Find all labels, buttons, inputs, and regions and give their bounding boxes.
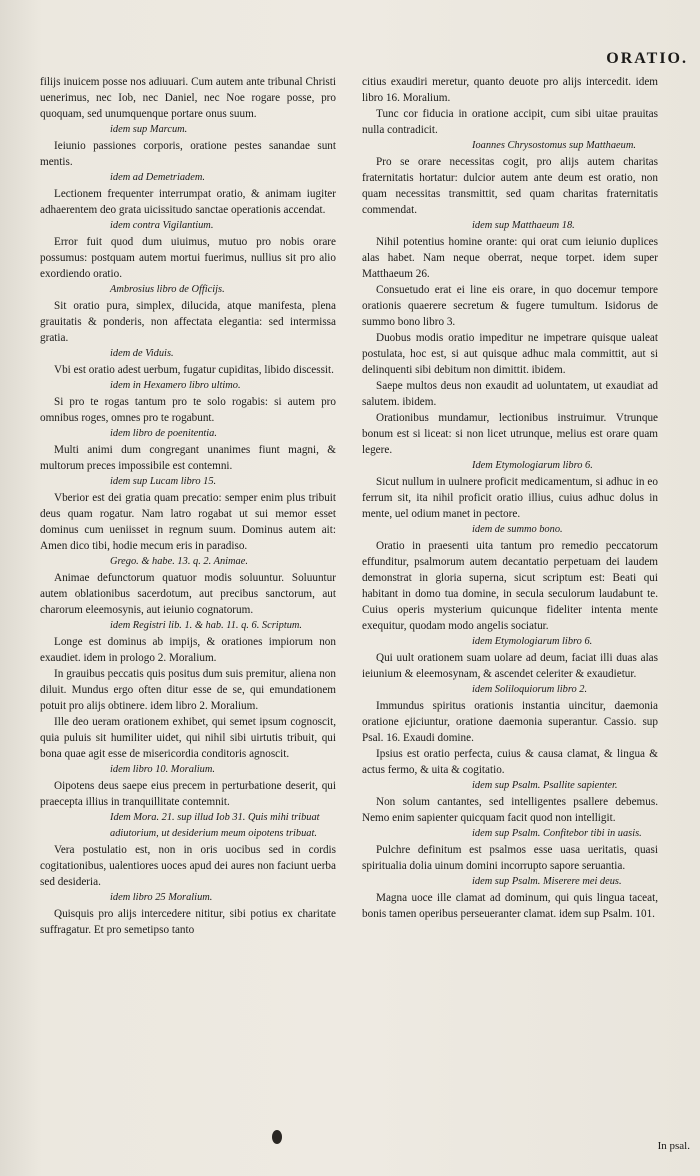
- text-paragraph: Multi animi dum congregant unanimes fiunt magni, & multorum preces impossibile est contemni.: [40, 444, 336, 472]
- citation-line: idem libro 25 Moralium.: [110, 892, 213, 903]
- text-paragraph: Pulchre definitum est psalmos esse uasa ueritatis, quasi spiritualia dolia uinum domini incorrupto sapore seruantia.: [362, 844, 658, 872]
- text-paragraph: Oratio in praesenti uita tantum pro remedio peccatorum effunditur, psalmorum autem decantatio perpetuam dei laudem demonstrat in gloria superna, sicut scriptum est: Beati qui habitant in domo tua domine, in secula seculorum laudabunt te. Cuius operis mysterium quicunque fideliter intenta mente exequitur, quodam modo angelis sociatur.: [362, 540, 658, 632]
- citation-line: idem Etymologiarum libro 6.: [472, 636, 593, 647]
- running-head: ORATIO.: [606, 50, 688, 67]
- citation-line: idem de summo bono.: [472, 524, 563, 535]
- citation-line: idem sup Psalm. Confitebor tibi in uasis.: [472, 828, 642, 839]
- text-paragraph: citius exaudiri meretur, quanto deuote pro alijs intercedit. idem libro 16. Moralium.: [362, 76, 658, 104]
- citation-line: idem sup Lucam libro 15.: [110, 476, 217, 487]
- citation-line: idem libro de poenitentia.: [110, 428, 217, 439]
- citation-line: idem contra Vigilantium.: [110, 220, 214, 231]
- text-paragraph: Vbi est oratio adest uerbum, fugatur cupiditas, libido discessit.: [54, 364, 334, 376]
- text-paragraph: Orationibus mundamur, lectionibus instruimur. Vtrunque bonum est si liceat: si non licet utrunque, melius est orare quam legere.: [362, 412, 658, 456]
- citation-line: idem sup Marcum.: [110, 124, 188, 135]
- citation-line: Ambrosius libro de Officijs.: [110, 284, 225, 295]
- citation-line: idem de Viduis.: [110, 348, 174, 359]
- citation-line: Grego. & habe. 13. q. 2. Animae.: [110, 556, 248, 567]
- text-paragraph: Quisquis pro alijs intercedere nititur, sibi potius ex charitate suffragatur. Et pro semetipso tanto: [40, 908, 336, 936]
- text-paragraph: Immundus spiritus orationis instantia uincitur, daemonia oratione ejiciuntur, oratione daemonia superantur. Cassio. sup Psal. 16. Exaudi domine.: [362, 700, 658, 744]
- catchword: In psal.: [657, 1140, 690, 1152]
- citation-line: Ioannes Chrysostomus sup Matthaeum.: [472, 140, 636, 151]
- citation-line: idem sup Matthaeum 18.: [472, 220, 575, 231]
- citation-line: Idem Mora. 21. sup illud Iob 31. Quis mihi tribuat adiutorium, ut desiderium meum oipotens tribuat.: [110, 812, 320, 839]
- citation-line: idem in Hexamero libro ultimo.: [110, 380, 241, 391]
- citation-line: idem sup Psalm. Psallite sapienter.: [472, 780, 618, 791]
- text-paragraph: Vberior est dei gratia quam precatio: semper enim plus tribuit deus quam rogatur. Nam latro rogabat ut sui memor esset dominus cum ueniisset in regnum suum. Dominus autem ait: Amen dico tibi, hodie mecum eris in paradiso.: [40, 492, 336, 552]
- text-paragraph: Saepe multos deus non exaudit ad uoluntatem, ut exaudiat ad salutem. ibidem.: [362, 380, 658, 408]
- citation-line: idem ad Demetriadem.: [110, 172, 205, 183]
- citation-line: Idem Etymologiarum libro 6.: [472, 460, 593, 471]
- citation-line: idem libro 10. Moralium.: [110, 764, 215, 775]
- ink-blot-mark: [272, 1130, 282, 1144]
- text-paragraph: Vera postulatio est, non in oris uocibus sed in cordis cogitationibus, ualentiores uoces apud dei aures non faciunt uerba sed desideria.: [40, 844, 336, 888]
- text-paragraph: Lectionem frequenter interrumpat oratio, & animam iugiter adhaerentem deo grata uicissitudo sanctae operationis accendat.: [40, 188, 336, 216]
- citation-line: idem sup Psalm. Miserere mei deus.: [472, 876, 622, 887]
- text-paragraph: Ille deo ueram orationem exhibet, qui semet ipsum cognoscit, quia puluis sit humiliter uidet, qui nihil sibi uirtutis tribuit, qui bona quae agit esse de misericordia conditoris agnoscit.: [40, 716, 336, 760]
- right-column: [362, 74, 658, 922]
- text-paragraph: Nihil potentius homine orante: qui orat cum ieiunio duplices alas habet. Nam neque oberrat, neque torpet. idem super Matthaeum 26.: [362, 236, 658, 280]
- text-paragraph: Qui uult orationem suam uolare ad deum, faciat illi duas alas ieiunium & eleemosynam, & ascendet celeriter & exaudietur.: [362, 652, 658, 680]
- text-paragraph: Error fuit quod dum uiuimus, mutuo pro nobis orare possumus: postquam autem mortui fuerimus, nullius sit pro alio exordiendo oratio.: [40, 236, 336, 280]
- text-paragraph: Si pro te rogas tantum pro te solo rogabis: si autem pro omnibus roges, omnes pro te rogabunt.: [40, 396, 336, 424]
- text-paragraph: Longe est dominus ab impijs, & orationes impiorum non exaudiet. idem in prologo 2. Moralium.: [40, 636, 336, 664]
- text-paragraph: Tunc cor fiducia in oratione accipit, cum sibi uitae prauitas nulla contradicit.: [362, 108, 658, 136]
- text-paragraph: Ieiunio passiones corporis, oratione pestes sanandae sunt mentis.: [40, 140, 336, 168]
- text-paragraph: Non solum cantantes, sed intelligentes psallere debemus. Nemo enim sapienter quicquam facit quod non intelligit.: [362, 796, 658, 824]
- text-paragraph: Ipsius est oratio perfecta, cuius & causa clamat, & lingua & actus fermo, & uita & cogitatio.: [362, 748, 658, 776]
- citation-line: idem Registri lib. 1. & hab. 11. q. 6. Scriptum.: [110, 620, 303, 631]
- text-paragraph: Magna uoce ille clamat ad dominum, qui quis lingua taceat, bonis tamen operibus perseueranter clamat. idem sup Psalm. 101.: [362, 892, 658, 920]
- text-paragraph: Consuetudo erat ei line eis orare, in quo docemur tempore orationis quaerere secretum & fugere tumultum. Isidorus de summo bono libro 3.: [362, 284, 658, 328]
- text-paragraph: Oipotens deus saepe eius precem in perturbatione deserit, qui praecepta illius in tranquillitate contemnit.: [40, 780, 336, 808]
- text-paragraph: filijs inuicem posse nos adiuuari. Cum autem ante tribunal Christi uenerimus, nec Iob, nec Daniel, nec Noe rogare posse, pro quoquam, sed unumquenque portare onus suum.: [40, 76, 336, 120]
- text-paragraph: In grauibus peccatis quis positus dum suis premitur, aliena non diluit. Mundus ergo often ditur esse de se, qui emundationem potuit pro alijs obtinere. idem libro 2. Moralium.: [40, 668, 336, 712]
- text-paragraph: Pro se orare necessitas cogit, pro alijs autem charitas fraternitatis hortatur: dulcior autem ante deum est oratio, non quam necessitas transmittit, sed quam charitas fraternitatis commendat.: [362, 156, 658, 216]
- citation-line: idem Soliloquiorum libro 2.: [472, 684, 588, 695]
- text-paragraph: Sit oratio pura, simplex, dilucida, atque manifesta, plena grauitatis & ponderis, non affectata elegantia: sed intermissa gratia.: [40, 300, 336, 344]
- text-paragraph: Sicut nullum in uulnere proficit medicamentum, si adhuc in eo ferrum sit, ita nihil proficit oratio illius, cuius adhuc dolus in mente, uel odium manet in pectore.: [362, 476, 658, 520]
- left-column: [40, 74, 336, 938]
- text-paragraph: Duobus modis oratio impeditur ne impetrare quisque ualeat postulata, hoc est, si aut quisque adhuc mala committit, aut si delinquenti sibi debitum non dimittit. ibidem.: [362, 332, 658, 376]
- text-paragraph: Animae defunctorum quatuor modis soluuntur. Soluuntur autem oblationibus sacerdotum, aut precibus sanctorum, aut charorum eleemosynis, aut ieiunio cognatorum.: [40, 572, 336, 616]
